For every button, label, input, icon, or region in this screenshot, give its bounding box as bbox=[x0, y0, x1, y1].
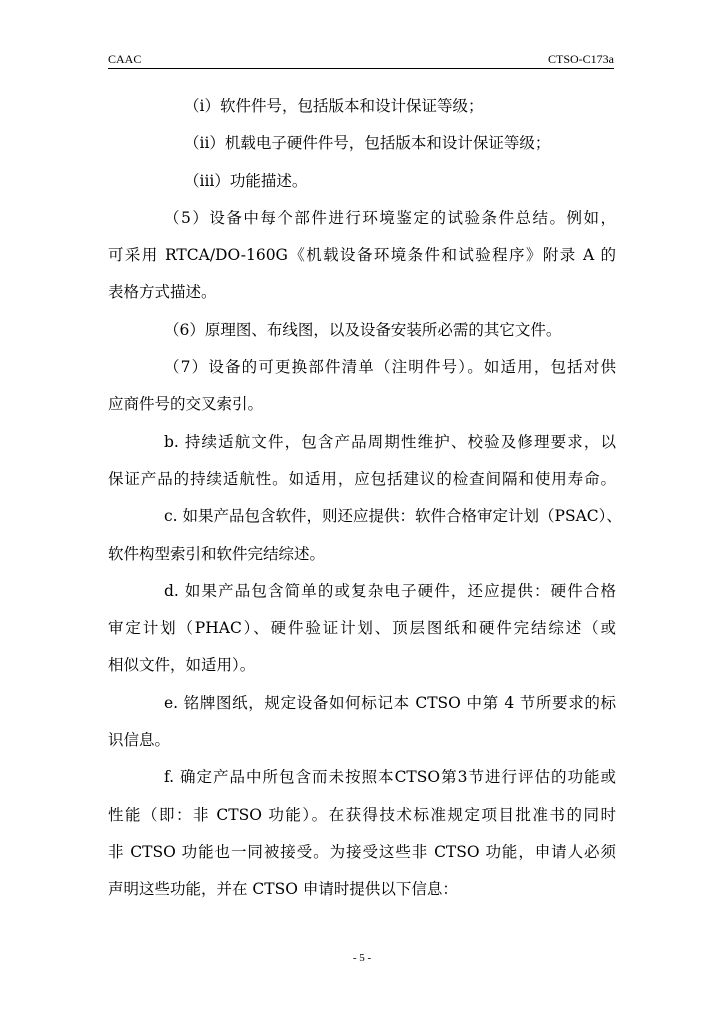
list-item-hardware-part-number: （ii）机载电子硬件件号，包括版本和设计保证等级； bbox=[184, 134, 551, 153]
paragraph-line: 性能（即：非 CTSO 功能）。在获得技术标准规定项目批准书的同时 bbox=[108, 805, 616, 824]
paragraph-line: 保证产品的持续适航性。如适用，应包括建议的检查间隔和使用寿命。 bbox=[108, 469, 616, 488]
paragraph-line: （6）原理图、布线图，以及设备安装所必需的其它文件。 bbox=[164, 320, 562, 339]
document-body bbox=[108, 88, 622, 909]
list-item-function-description: （iii）功能描述。 bbox=[184, 171, 308, 190]
paragraph-line: 审定计划（PHAC）、硬件验证计划、顶层图纸和硬件完结综述（或 bbox=[108, 619, 616, 638]
paragraph-line: 应商件号的交叉索引。 bbox=[108, 395, 264, 414]
page-header bbox=[108, 52, 614, 69]
page-number: - 5 - bbox=[352, 952, 372, 964]
paragraph-line: 识信息。 bbox=[108, 731, 171, 750]
paragraph-line: （7）设备的可更换部件清单（注明件号）。如适用，包括对供 bbox=[164, 358, 616, 377]
paragraph-line: e. 铭牌图纸，规定设备如何标记本 CTSO 中第 4 节所要求的标 bbox=[164, 693, 616, 712]
paragraph-line: 表格方式描述。 bbox=[108, 283, 217, 302]
list-item-software-part-number: （i）软件件号，包括版本和设计保证等级； bbox=[184, 97, 484, 115]
paragraph-line: 可采用 RTCA/DO-160G《机载设备环境条件和试验程序》附录 A 的 bbox=[108, 246, 616, 265]
header-right: CTSO-C173a bbox=[548, 52, 614, 66]
paragraph-line: d. 如果产品包含简单的或复杂电子硬件，还应提供：硬件合格 bbox=[164, 581, 616, 600]
paragraph-line: b. 持续适航文件，包含产品周期性维护、校验及修理要求，以 bbox=[164, 432, 616, 451]
header-left: CAAC bbox=[108, 52, 142, 66]
paragraph-line: f. 确定产品中所包含而未按照本CTSO第3节进行评估的功能或 bbox=[164, 768, 616, 787]
paragraph-line: （5）设备中每个部件进行环境鉴定的试验条件总结。例如， bbox=[164, 208, 616, 227]
paragraph-line: 声明这些功能，并在 CTSO 申请时提供以下信息： bbox=[108, 880, 458, 899]
paragraph-line: 非 CTSO 功能也一同被接受。为接受这些非 CTSO 功能，申请人必须 bbox=[108, 842, 616, 861]
paragraph-line: 软件构型索引和软件完结综述。 bbox=[108, 544, 326, 563]
paragraph-line: 相似文件，如适用）。 bbox=[108, 656, 256, 675]
paragraph-line: c. 如果产品包含软件，则还应提供：软件合格审定计划（PSAC）、 bbox=[164, 507, 622, 526]
